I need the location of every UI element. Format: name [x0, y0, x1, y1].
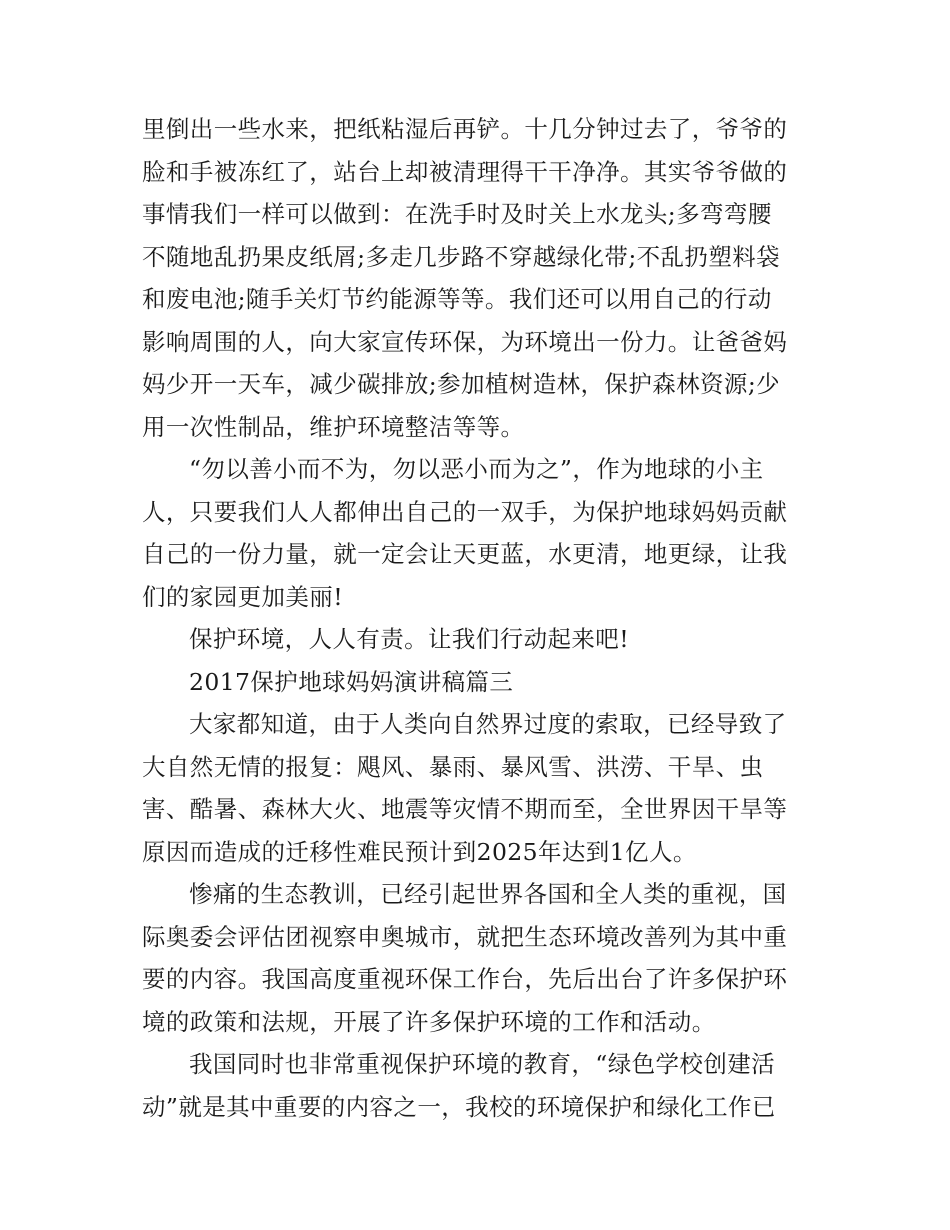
text-line: 原因而造成的迁移性难民预计到2025年达到1亿人。	[142, 837, 697, 866]
text-line: 人，只要我们人人都伸出自己的一双手，为保护地球妈妈贡献	[142, 497, 788, 526]
text-line: “勿以善小而不为，勿以恶小而为之”，作为地球的小主	[189, 455, 764, 483]
text-line: 我国同时也非常重视保护环境的教育，“绿色学校创建活	[189, 1050, 776, 1078]
text-line: 动”就是其中重要的内容之一，我校的环境保护和绿化工作已	[142, 1092, 776, 1121]
body-text	[142, 108, 822, 1128]
text-line: 害、酷暑、森林大火、地震等灾情不期而至，全世界因干旱等	[142, 795, 788, 823]
text-line: 脸和手被冻红了，站台上却被清理得干干净净。其实爷爷做的	[142, 157, 788, 186]
text-line: 事情我们一样可以做到：在洗手时及时关上水龙头;多弯弯腰	[142, 200, 772, 228]
text-line: 不随地乱扔果皮纸屑;多走几步路不穿越绿化带;不乱扔塑料袋	[142, 242, 781, 271]
text-line: 影响周围的人，向大家宣传环保，为环境出一份力。让爸爸妈	[142, 327, 788, 356]
text-line: 保护环境，人人有责。让我们行动起来吧!	[189, 625, 630, 653]
text-line: 和废电池;随手关灯节约能源等等。我们还可以用自己的行动	[142, 285, 772, 313]
text-line: 要的内容。我国高度重视环保工作台，先后出台了许多保护环	[142, 965, 788, 993]
text-line: 大家都知道，由于人类向自然界过度的索取，已经导致了	[189, 710, 787, 738]
text-line: 际奥委会评估团视察申奥城市，就把生态环境改善列为其中重	[142, 922, 788, 951]
text-line: 里倒出一些水来，把纸粘湿后再铲。十几分钟过去了，爷爷的	[142, 115, 788, 143]
text-line: 大自然无情的报复：飓风、暴雨、暴风雪、洪涝、干旱、虫	[142, 752, 764, 781]
text-line: 用一次性制品，维护环境整洁等等。	[142, 412, 525, 441]
text-line: 境的政策和法规，开展了许多保护环境的工作和活动。	[142, 1007, 716, 1036]
text-line: 自己的一份力量，就一定会让天更蓝，水更清，地更绿，让我	[142, 540, 788, 568]
text-line: 们的家园更加美丽!	[142, 582, 344, 611]
text-line: 妈少开一天车，减少碳排放;参加植树造林，保护森林资源;少	[142, 370, 781, 398]
text-line: 2017保护地球妈妈演讲稿篇三	[189, 667, 514, 696]
text-line: 惨痛的生态教训，已经引起世界各国和全人类的重视，国	[189, 880, 787, 908]
